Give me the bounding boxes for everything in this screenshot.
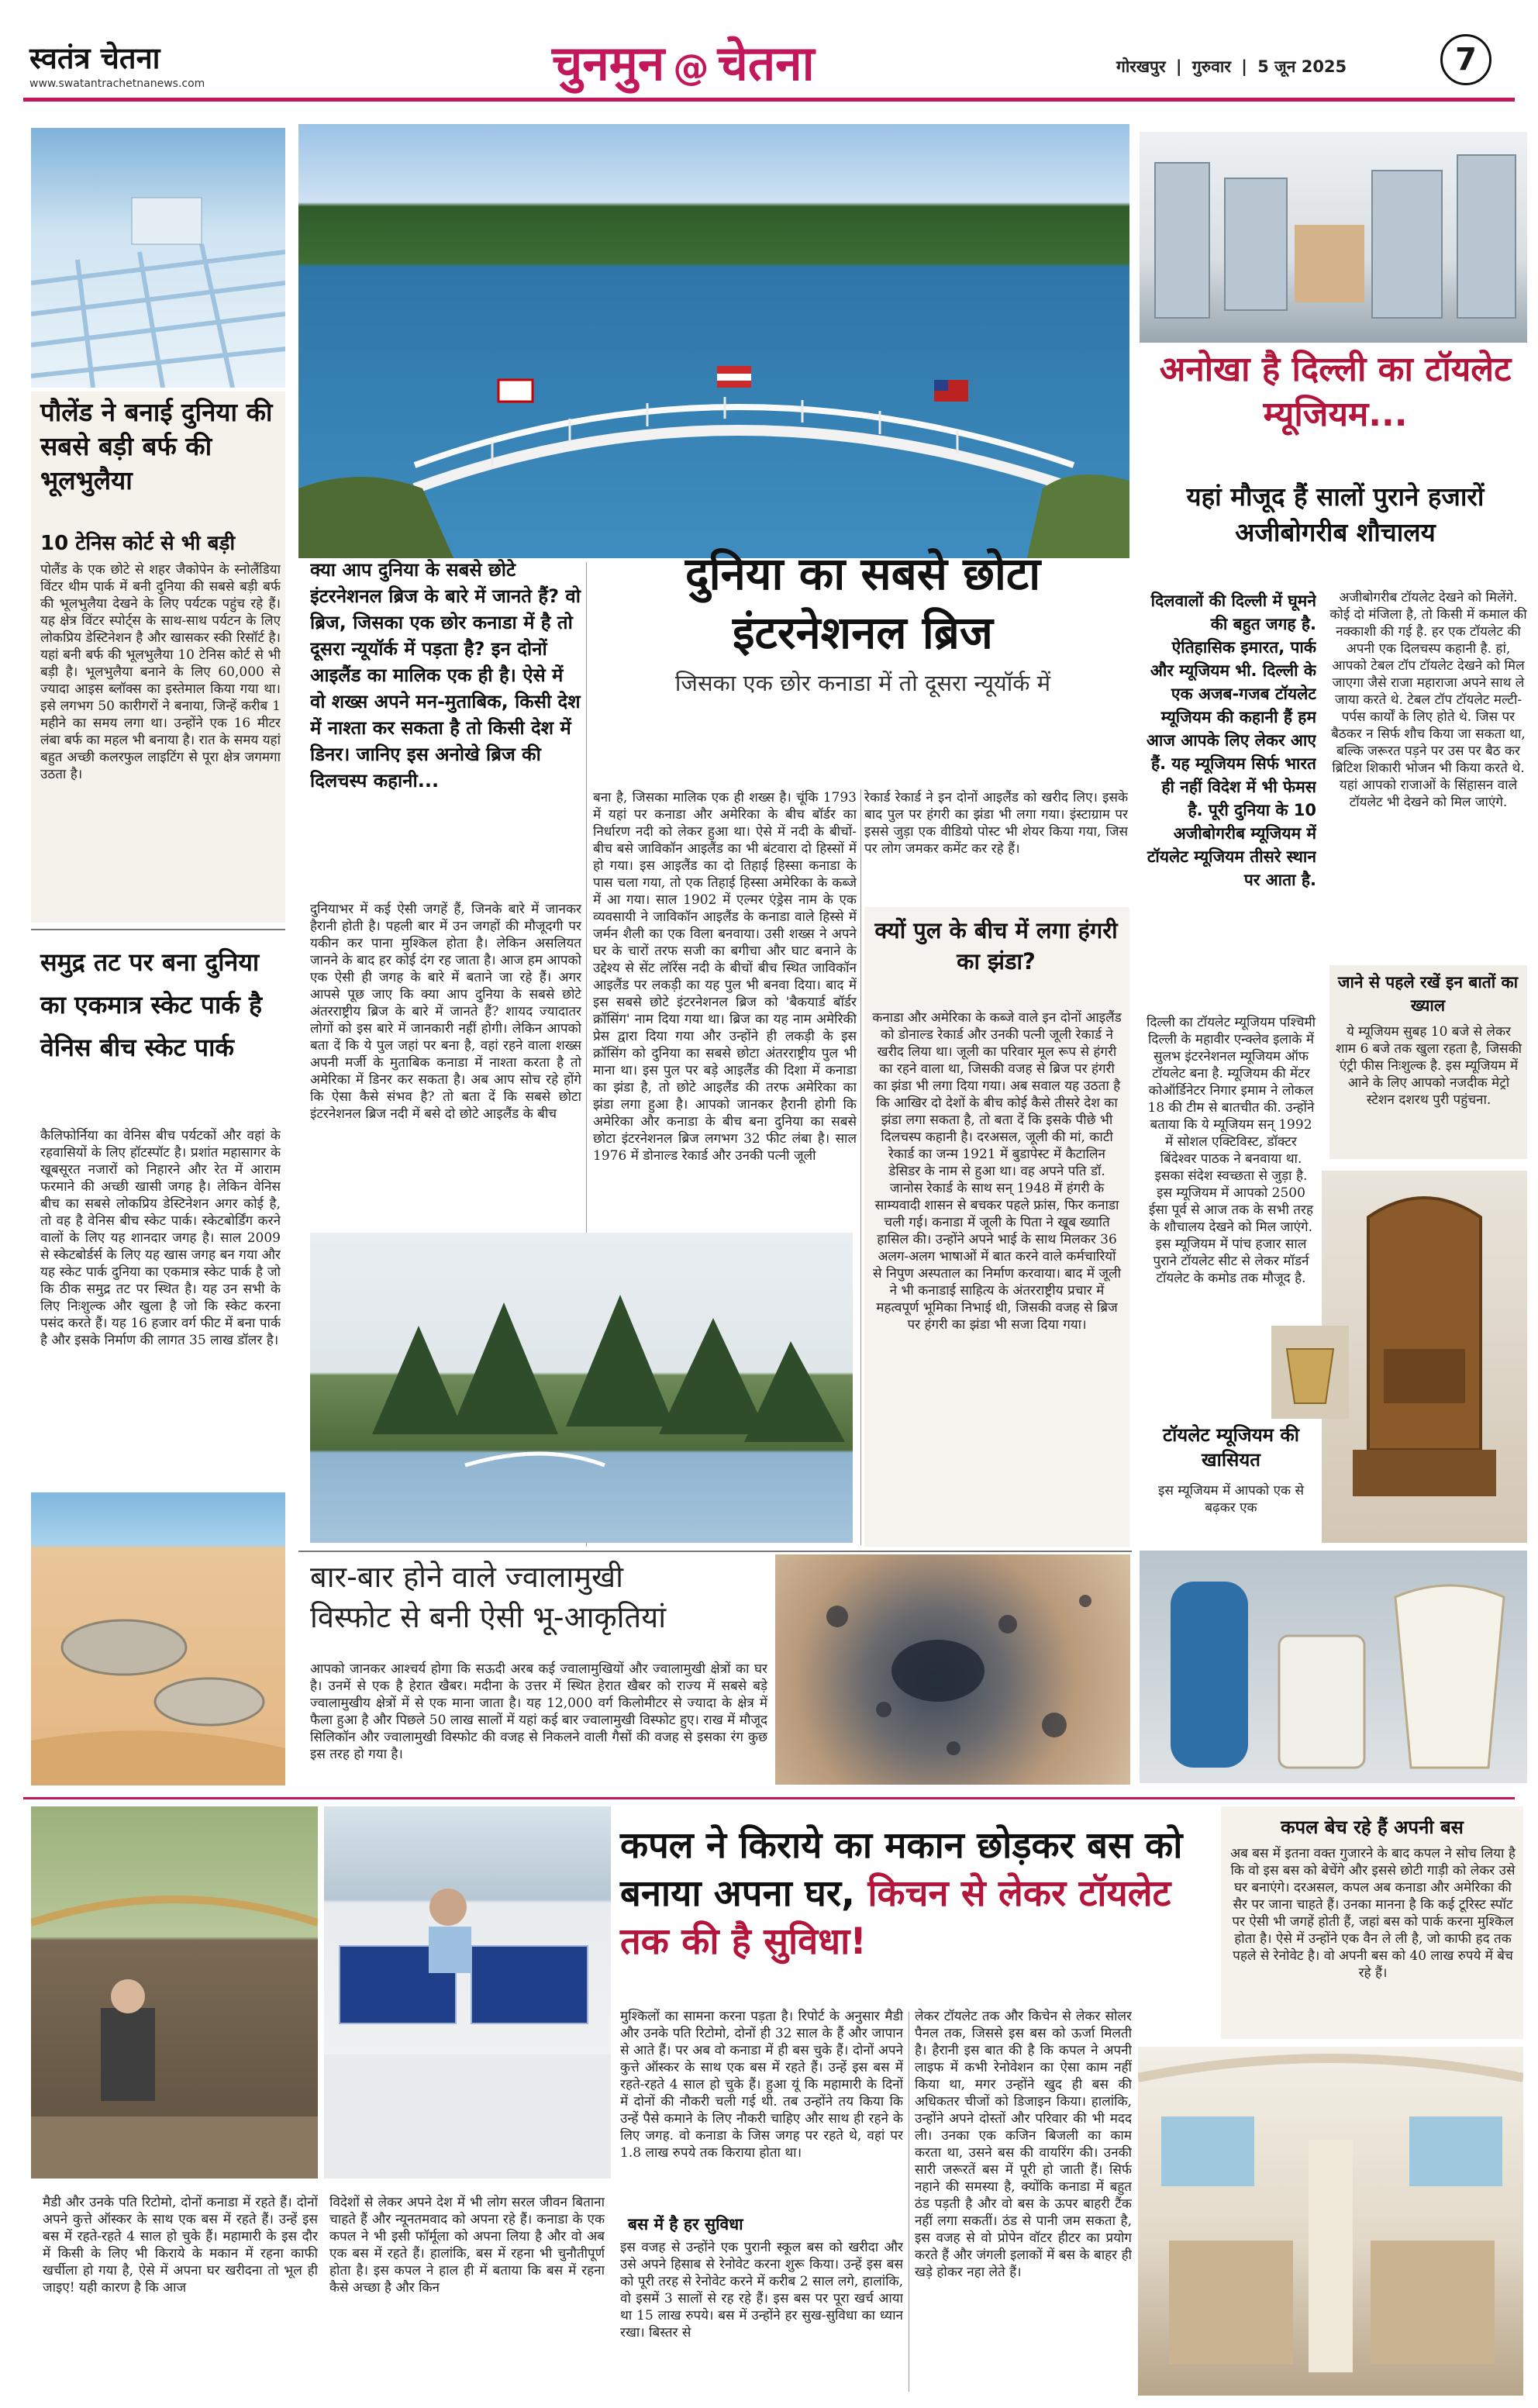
section-title bbox=[552, 29, 815, 99]
skatepark-photo bbox=[31, 1492, 285, 1785]
bus-body-left: मैडी और उनके पति रिटोमो, दोनों कनाडा में रहते हैं। दोनों अपने कुत्ते ऑस्कर के साथ एक बस में रहते हैं। उन्हें इस बस में रहते-रहते 4 साल हो चुके हैं। महामारी के इस दौर में किसी के लिए भी किराये के मकान में रहना काफी खर्चीला हो गया है, ऐसे में अपना घर खरीदना तो भूल ही जाइए! यही कारण है कि आज bbox=[43, 2195, 318, 2296]
bus-sidebar-body: अब बस में इतना वक्त गुजारने के बाद कपल ने सोच लिया है कि वो इस बस को बेचेंगे और इससे छोटी गाड़ी को लेकर उसे घर बनाएंगे। दरअसल, कपल अब कनाडा और अमेरिका की सैर पर जाना चाहते हैं। उनका मानना है कि कई टूरिस्ट स्पॉट पर ऐसी भी जगहें होती हैं, जहां बस को पार्क करना मुश्किल होता है। ऐसे में उन्होंने एक वैन ले ली है, जो काफी हद तक पहले से रेनोवेट है। वो अपनी बस को 40 लाख रुपये में बेच रहे हैं। bbox=[1230, 1846, 1516, 1981]
poland-body: पोलैंड के एक छोटे से शहर जैकोपेन के स्नोलैंडिया विंटर थीम पार्क में बनी दुनिया की सबसे बड़ी बर्फ की भूलभुलैया देखने के लिए पर्यटक पहुंच रहे हैं। यह क्षेत्र विंटर स्पोर्ट्स के साथ-साथ पर्यटन के लिए लोकप्रिय डेस्टिनेशन है और खासकर स्की रिसॉर्ट है। यहां बनी बर्फ की भूलभुलैया 10 टेनिस कोर्ट से भी बड़ी है। भूलभुलैया बनाने के लिए 60,000 से ज्यादा आइस ब्लॉक्स का इस्तेमाल किया गया था। इसे लगभग 50 कारीगरों ने बनाया, जिन्हें करीब 1 महीने का समय लगा था। उन्होंने एक 16 मीटर लंबा बर्फ का महल भी बनाया है। रात के समय यहां बहुत अच्छी कलरफुल लाइटिंग से पूरा क्षेत्र जगमगा उठता है। bbox=[40, 562, 281, 782]
column-rule bbox=[860, 789, 861, 1545]
info-heading: जाने से पहले रखें इन बातों का ख्याल bbox=[1337, 973, 1519, 1015]
info-body: ये म्यूजियम सुबह 10 बजे से लेकर शाम 6 बजे तक खुला रहता है, जिसकी एंट्री फीस निःशुल्क है. इस म्यूजियम में आने के लिए आपको नजदीक मेट्रो स्टेशन दशरथ पुरी पहुंचना. bbox=[1335, 1024, 1522, 1108]
skatepark-divider bbox=[31, 929, 285, 930]
museum-intro: दिलवालों की दिल्ली में घूमने की बहुत जगह है. ऐतिहासिक इमारत, पार्क और म्यूजियम भी. दिल्ली के एक अजब-गजब टॉयलेट म्यूजियम की कहानी हैं हम आज आपके लिए लेकर आए हैं. यह म्यूजियम सिर्फ भारत ही नहीं विदेश में भी फेमस है. पूरी दुनिया के 10 अजीबोगरीब म्यूजियम में टॉयलेट म्यूजियम तीसरे स्थान पर आता है. bbox=[1146, 592, 1316, 889]
antique-commode-photo bbox=[1271, 1326, 1349, 1419]
dateline-divider: | bbox=[1175, 57, 1182, 76]
canada-flag-icon bbox=[498, 380, 533, 402]
toilet-collection-photo bbox=[1140, 1551, 1527, 1783]
skatepark-bowls-illustration bbox=[31, 1492, 285, 1785]
bridge-body-col2: बना है, जिसका मालिक एक ही शख्स है। चूंकि 1793 में यहां पर कनाडा और अमेरिका के बीच बॉर्डर का निर्धारण नदी को लेकर हुआ था। ऐसे में नदी के बीचों-बीच बसे जाविकॉन आइलैंड का भी बंटवारा दो हिस्सों में हो गया। इस आइलैंड का दो तिहाई हिस्सा कनाडा के पास चला गया, तो एक तिहाई हिस्सा अमेरिका के कब्जे में आ गया। साल 1902 में एल्मर एंड्रेस नाम के एक व्यवसायी ने जाविकॉन आइलैंड के कनाडा वाले हिस्से में जर्मन शैली का एक विला बनवाया। उसी शख्स ने अपने घर के चारों तरफ सजी का बगीचा और घाट बनाने के उद्देश्य से सेंट लॉरेंस नदी के बीचों बीच स्थित जाविकॉन आइलैंड पर लकड़ी का यह पुल भी बनवा दिया। बाद में इस सबसे छोटे इंटरनेशनल ब्रिज को 'बैकयार्ड बॉर्डर क्रॉसिंग' नाम दिया गया था। ब्रिज का यह नाम अमेरिकी प्रेस द्वारा दिया गया और उन्होंने ही लकड़ी के इस क्रॉसिंग को दुनिया का सबसे छोटा अंतरराष्ट्रीय पुल भी माना था। इस पुल पर बड़े आइलैंड की दिशा में कनाडा का झंडा है, तो छोटे आइलैंड की तरफ अमेरिका का झंडा लगा हुआ है। आपको जानकर हैरानी होगी कि अमेरिका और कनाडा के बीच बना दुनिया का सबसे छोटा इंटरनेशनल ब्रिज लगभग 32 फीट लंबा है। साल 1976 में डोनाल्ड रेकार्ड और उनकी पत्नी जूली bbox=[593, 790, 857, 1164]
bus-interior-illustration bbox=[31, 1806, 318, 2179]
website-url[interactable]: www.swatantrachetnanews.com bbox=[29, 78, 205, 90]
toilet-collection-illustration bbox=[1140, 1551, 1527, 1783]
bus-roof-solar-photo bbox=[324, 1806, 611, 2179]
skatepark-headline: समुद्र तट पर बना दुनिया का एकमात्र स्केट पार्क है वेनिस बीच स्केट पार्क bbox=[40, 947, 262, 1062]
bus-kitchen-photo bbox=[1138, 2047, 1523, 2396]
flag-body: कनाडा और अमेरिका के कब्जे वाले इन दोनों आइलैंड को डोनाल्ड रेकार्ड और उनकी पत्नी जूली रेकार्ड ने खरीद लिया था। जूली का परिवार मूल रूप से हंगरी का रहने वाला था, जिसकी वजह से ब्रिज पर हंगरी का झंडा भी लगा दिया गया। अब सवाल यह उठता है कि आखिर दो देशों के बीच कोई कैसे तीसरे देश का झंडा लगा सकता है, तो बता दें कि इसके पीछे भी दिलचस्प कहानी है। दरअसल, जूली की मां, काटी रेकार्ड का जन्म 1921 में बुडापेस्ट में कैटालिन डेसिडर के नाम से हुआ था। वह अपने पति डॉ. जानोस रेकार्ड के साथ सन् 1948 में हंगरी के साम्यवादी शासन से बचकर पहले फ्रांस, फिर कनाडा चली गई। कनाडा में जूली के पिता ने खूब ख्याति हासिल की। उन्होंने अपने भाई के साथ मिलकर 36 अलग-अलग भाषाओं में बात करने वाले कर्मचारियों से निपुण अस्पताल का निर्माण करवाया। बाद में जूली ने भी कनाडाई साहित्य के अंतरराष्ट्रीय प्रचार में महत्वपूर्ण भूमिका निभाई थी, जिसकी वजह से ब्रिज पर हंगरी का झंडा भी सजा दिया गया। bbox=[872, 1010, 1122, 1333]
ice-maze-illustration bbox=[31, 128, 285, 388]
khasiyat-body: इस म्यूजियम में आपको एक से बढ़कर एक bbox=[1158, 1483, 1304, 1516]
museum-headline: अनोखा है दिल्ली का टॉयलेट म्यूजियम... bbox=[1159, 350, 1512, 434]
throne-toilet-illustration bbox=[1322, 1171, 1527, 1543]
dateline-date: 5 जून 2025 bbox=[1257, 57, 1347, 76]
bus-story-top-rule bbox=[23, 1797, 1515, 1799]
ice-maze-photo bbox=[31, 128, 285, 388]
newspaper-logo: स्वतंत्र चेतना bbox=[29, 40, 160, 75]
bridge-intro: क्या आप दुनिया के सबसे छोटे इंटरनेशनल ब्रिज के बारे में जानते हैं? वो ब्रिज, जिसका एक छोर कनाडा में है तो दूसरा न्यूयॉर्क में पड़ता है? इन दोनों आइलैंड का मालिक एक ही है। ऐसे में वो शख्स अपने मन-मुताबिक, किसी देश में नाश्ता कर सकता है तो किसी देश में डिनर। जानिए इस अनोखे ब्रिज की दिलचस्प कहानी... bbox=[310, 559, 581, 792]
bus-headline bbox=[620, 1822, 1209, 1966]
bridge-photo bbox=[298, 124, 1129, 558]
island-photo bbox=[310, 1233, 853, 1543]
museum-subhead: यहां मौजूद हैं सालों पुराने हजारों अजीबोगरीब शौचालय bbox=[1186, 481, 1485, 547]
bus-sidebar-heading: कपल बेच रहे हैं अपनी बस bbox=[1281, 1816, 1464, 1838]
section-title-right: चेतना bbox=[717, 35, 815, 91]
museum-interior-photo bbox=[1140, 132, 1527, 343]
museum-body-right: अजीबोगरीब टॉयलेट देखने को मिलेंगे. कोई दो मंजिला है, तो किसी में कमाल की नक्काशी की गई है. हर एक टॉयलेट की अपनी एक दिलचस्प कहानी है. हां, आपको टेबल टॉप टॉयलेट देखने को मिल जाएगा जैसे राजा महाराजा अपने साथ ले जाया करते थे. टेबल टॉप टॉयलेट मल्टी-पर्पस कार्यों के लिए होते थे. जिस पर बैठकर न सिर्फ शौच किया जा सकता था, बल्कि जरूरत पड़ने पर उस पर बैठ कर ब्रिटिश शिकारी भोजन भी किया करते थे. यहां आपको राजाओं के सिंहासन वाले टॉयलेट भी देखने को मिल जाएंगे. bbox=[1329, 590, 1527, 810]
dateline-day: गुरुवार bbox=[1191, 57, 1231, 76]
volcanic-craters-illustration bbox=[775, 1554, 1130, 1785]
museum-showcase-illustration bbox=[1140, 132, 1527, 343]
museum-body-mid: दिल्ली का टॉयलेट म्यूजियम पश्चिमी दिल्ली के महावीर एन्क्लेव इलाके में सुलभ इंटरनेशनल म्यूजियम ऑफ टॉयलेट बना है. म्यूजियम की मेंटर कोऑर्डिनेटर निगार इमाम ने लोकल 18 की टीम से बातचीत की. उन्होंने बताया कि ये म्यूजियम सन् 1992 में सोशल एक्टिविस्ट, डॉक्टर बिंदेश्वर पाठक ने बनवाया था. इसका संदेश स्वच्छता से जुड़ा है. इस म्यूजियम में आपको 2500 ईसा पूर्व से आज तक के सभी तरह के शौचालय देखने को मिल जाएंगे. इस म्यूजियम में पांच हजार साल पुराने टॉयलेट सीट से लेकर मॉडर्न टॉयलेट के कमोड तक मौजूद है. bbox=[1146, 1015, 1316, 1286]
bus-headline-part1: कपल ने किराये का मकान छोड़कर बस को बनाया अपना घर, bbox=[620, 1824, 1183, 1915]
poland-headline: पौलेंड ने बनाई दुनिया की सबसे बड़ी बर्फ की भूलभुलैया bbox=[40, 397, 273, 495]
bus-facility-heading: बस में है हर सुविधा bbox=[628, 2215, 743, 2234]
bridge-headline: दुनिया का सबसे छोटा इंटरनेशनल ब्रिज bbox=[685, 547, 1041, 659]
bridge-illustration bbox=[298, 124, 1129, 558]
masthead bbox=[0, 0, 1538, 124]
volcano-headline-line1: बार-बार होने वाले ज्वालामुखी bbox=[310, 1560, 623, 1594]
bus-body-left2: विदेशों से लेकर अपने देश में भी लोग सरल जीवन बिताना चाहते हैं और न्यूनतमवाद को अपना रहे हैं। कनाडा के एक कपल ने भी इसी फॉर्मूला को अपना लिया है और वो अब एक बस में रहते हैं। हालांकि, बस में रहना भी चुनौतीपूर्ण होता है। इस कपल ने हाल ही में बताया कि बस में रहना कैसे अच्छा है और किन bbox=[329, 2195, 605, 2296]
commode-illustration bbox=[1271, 1326, 1349, 1419]
bridge-body-col1: दुनियाभर में कई ऐसी जगहें हैं, जिनके बारे में जानकर हैरानी होती है। पहली बार में उन जगहों की मौजूदगी पर यकीन कर पाना मुश्किल होता है। लेकिन असलियत जानने के बाद हर कोई दंग रह जाता है। आज हम आपको एक ऐसी ही जगह के बारे में बताने जा रहे हैं। अगर आपसे पूछ जाए कि क्या आप दुनिया के सबसे छोटे अंतरराष्ट्रीय ब्रिज के बारे में जानते हैं? शायद ज्यादातर लोगों को इस बारे में जानकारी नहीं होगी। लेकिन आपको बता दें कि ये पुल जहां पर बना है, वहां रहने वाला शख्स अपनी मर्जी के मुताबिक कनाडा में नाश्ता करता है तो अमेरिका में डिनर कर सकता है। अब आप सोच रहे होंगे कि ऐसा कैसे संभव है? तो बता दें कि सबसे छोटा इंटरनेशनल ब्रिज नदी में बसे दो छोटे आइलैंड के बीच bbox=[310, 902, 581, 1122]
bus-body-col2: लेकर टॉयलेट तक और किचेन से लेकर सोलर पैनल तक, जिससे इस बस को ऊर्जा मिलती है। हैरानी इस बात की है कि कपल ने अपनी लाइफ में कभी रेनोवेशन का ऐसा काम नहीं किया था, मगर उन्होंने खुद ही बस की अधिकतर चीजों को डिजाइन किया। हालांकि, उन्होंने अपने दोस्तों और परिवार की भी मदद ली। उनका एक कजिन बिजली का काम करता था, उसने बस की वायरिंग की। उनकी सारी जरूरतें बस में पूरी हो जाती हैं। सिर्फ नहाने की समस्या है, क्योंकि कनाडा में बहुत ठंड पड़ती है और वो बस के ऊपर बाहरी टैंक नहीं लगा सकतीं। ठंड से पानी जम सकता है, इस वजह से वो प्रोपेन वॉटर हीटर का प्रयोग करते हैं और जंगली इलाकों में बस के बाहर ही खड़े होकर नहा लेते हैं। bbox=[915, 2009, 1132, 2280]
flag-heading: क्यों पुल के बीच में लगा हंगरी का झंडा? bbox=[874, 917, 1118, 975]
volcano-aerial-photo bbox=[775, 1554, 1130, 1785]
volcano-top-rule bbox=[298, 1551, 1132, 1552]
poland-subhead: 10 टेनिस कोर्ट से भी बड़ी bbox=[40, 532, 236, 555]
skatepark-body: कैलिफोर्निया का वेनिस बीच पर्यटकों और वहां के रहवासियों के लिए हॉटस्पॉट है। प्रशांत महासागर के खूबसूरत नजारों को निहारने और रेत में आराम फरमाने की अच्छी खासी जगह है। लेकिन वेनिस बीच का सबसे लोकप्रिय डेस्टिनेशन अगर कोई है, तो वह है वेनिस बीच स्केट पार्क। स्केटबोर्डिंग करने वालों के लिए यह शानदार जगह है। साल 2009 से स्केटबोर्डर्स के लिए यह खास जगह बन गया और यह स्केट पार्क दुनिया का एकमात्र स्केट पार्क है जो कि ठीक समुद्र तट पर स्थित है। यह उन सभी के लिए निःशुल्क और खुला है जो कि स्केट करना पसंद करते हैं। यह 16 हजार वर्ग फीट में बना पार्क है और इसके निर्माण की लागत 35 लाख डॉलर है। bbox=[40, 1128, 281, 1348]
bus-headline-part2: किचन से लेकर टॉयलेट तक की है सुविधा! bbox=[620, 1872, 1171, 1963]
page-number: 7 bbox=[1440, 34, 1491, 85]
throne-toilet-photo bbox=[1322, 1171, 1527, 1543]
person-avatar bbox=[429, 1889, 467, 1926]
at-symbol: @ bbox=[673, 47, 709, 88]
masthead-rule bbox=[23, 98, 1515, 102]
dateline bbox=[1116, 56, 1347, 78]
dateline-city: गोरखपुर bbox=[1116, 57, 1166, 76]
solar-panels-illustration bbox=[324, 1806, 611, 2179]
bridge-body-col3: रेकार्ड रेकार्ड ने इन दोनों आइलैंड को खरीद लिए। इसके बाद पुल पर हंगरी का झंडा भी लगा गया। इंस्टाग्राम पर इससे जुड़ा एक वीडियो पोस्ट भी शेयर किया गया, जिस पर लोग जमकर कमेंट कर रहे हैं। bbox=[864, 790, 1128, 857]
bus-body-col1b: इस वजह से उन्होंने एक पुरानी स्कूल बस को खरीदा और उसे अपने हिसाब से रेनोवेट करना शुरू किया। उन्हें इस बस को पूरी तरह से रेनोवेट करने में करीब 2 साल लगे, हालांकि, वो इसमें 3 सालों से रह रहे हैं। इस बस पर पूरा खर्च आया था 15 लाख रुपये। बस में उन्होंने हर सुख-सुविधा का ध्यान रखा। बिस्तर से bbox=[620, 2240, 903, 2341]
bus-body-col1: मुश्किलों का सामना करना पड़ता है। रिपोर्ट के अनुसार मैडी और उनके पति रिटोमो, दोनों ही 32 साल के हैं और जापान से आते हैं। पर अब वो कनाडा में ही बस चुके हैं। दोनों अपने कुत्ते ऑस्कर के साथ एक बस में रहते हैं। उन्हें इस बस में रहते-रहते 4 साल हो चुके हैं। हुआ यूं कि महामारी के दिनों में दोनों की नौकरी चली गई थी. तब उन्होंने तय किया कि उन्हें पैसे कमाने के लिए नौकरी चाहिए और साथ ही रहने के लिए जगह. वो कनाडा के जिस जगह पर रहते थे, वहां पर 1.8 लाख रुपये तक किराया होता था। bbox=[620, 2009, 903, 2161]
bus-interior-photo bbox=[31, 1806, 318, 2179]
dateline-divider: | bbox=[1241, 57, 1247, 76]
volcano-headline bbox=[310, 1557, 767, 1637]
volcano-headline-line2: विस्फोट से बनी ऐसी भू-आकृतियां bbox=[310, 1600, 667, 1634]
island-trees-illustration bbox=[310, 1233, 853, 1543]
khasiyat-heading: टॉयलेट म्यूजियम की खासियत bbox=[1163, 1424, 1299, 1471]
section-title-left: चुनमुन bbox=[552, 35, 665, 91]
bus-kitchen-illustration bbox=[1138, 2047, 1523, 2396]
bridge-subhead: जिसका एक छोर कनाडा में तो दूसरा न्यूयॉर्क में bbox=[674, 670, 1051, 696]
volcano-body: आपको जानकर आश्चर्य होगा कि सऊदी अरब कई ज्वालामुखियों और ज्वालामुखी क्षेत्रों का घर है। उनमें से एक है हेरात खैबर। मदीना के उत्तर में स्थित हेरात खैबर को राज्य में सबसे बड़े ज्वालामुखीय क्षेत्रों में से एक माना जाता है। यह 12,000 वर्ग किलोमीटर से ज्यादा के क्षेत्र में फैला हुआ है और पिछले 50 लाख सालों में यहां कई बार ज्वालामुखी विस्फोट हुए। राख में मौजूद सिलिकॉन और ज्वालामुखी विस्फोट की वजह से निकलने वाली गैसों की वजह से इसका रंग कुछ इस तरह हो गया है। bbox=[310, 1661, 767, 1762]
